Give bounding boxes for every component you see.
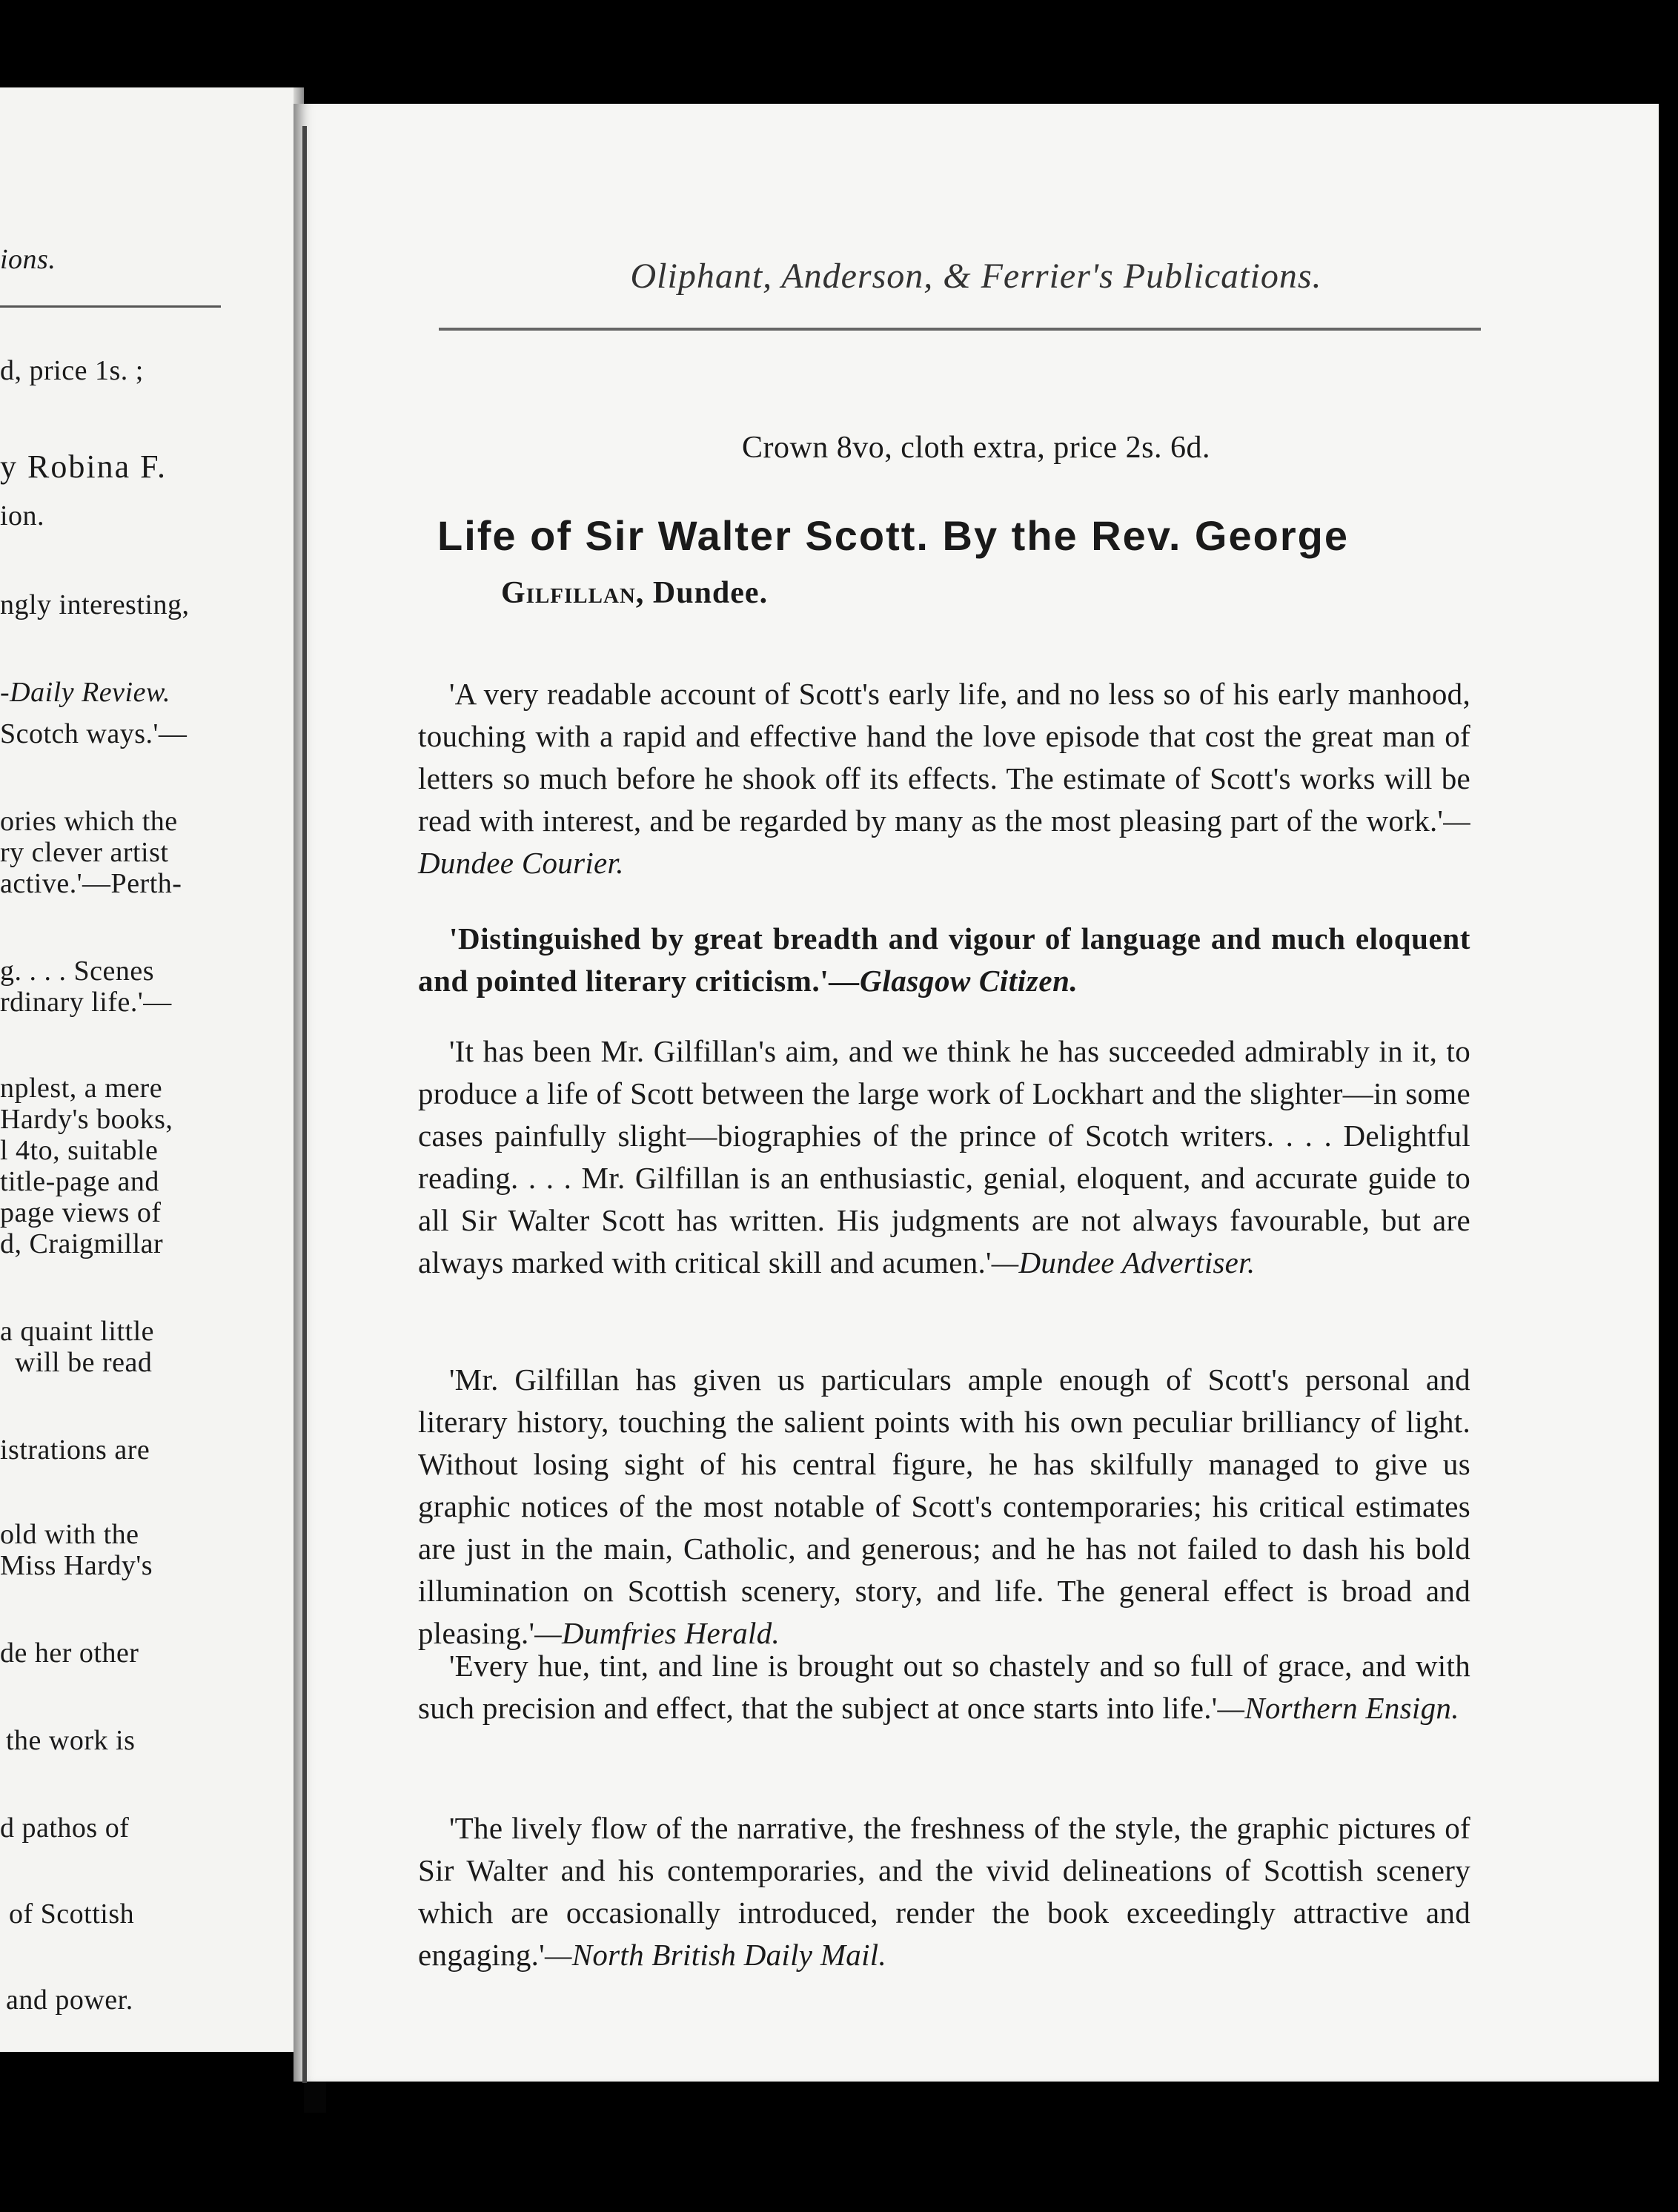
left-line: ories which the bbox=[0, 806, 178, 837]
left-line: d pathos of bbox=[0, 1812, 130, 1844]
review-quote bbox=[418, 1030, 1470, 1284]
left-line: active.'—Perth- bbox=[0, 868, 182, 899]
review-quote bbox=[418, 1645, 1470, 1729]
left-line: ry clever artist bbox=[0, 837, 169, 868]
review-source: —Northern Ensign. bbox=[1217, 1691, 1459, 1725]
review-text: 'The lively flow of the narrative, the freshness of the style, the graphic pictures of Sir Walter and his contemporaries, and the vivid delineations of Scottish scenery which are occasionally introduced, render the book exceedingly attractive and engaging.' bbox=[418, 1811, 1470, 1972]
review-text: 'Distinguished by great breadth and vigour of language and much eloquent and pointed literary criticism.' bbox=[418, 921, 1470, 998]
left-line: page views of bbox=[0, 1197, 162, 1228]
right-page bbox=[294, 104, 1659, 2082]
review-text: 'Mr. Gilfillan has given us particulars ample enough of Scott's personal and literary history, touching the salient points with his own peculiar brilliancy of light. Without losing sight of his central figure, he has skilfully managed to give us graphic notices of the most notable of Scott's contemporaries; his critical estimates are just in the main, Catholic, and generous; and he has not failed to dash his bold illumination on Scottish scenery, story, and life. The general effect is broad and pleasing.' bbox=[418, 1362, 1470, 1650]
left-line: -Daily Review. bbox=[0, 677, 170, 708]
left-line: nplest, a mere bbox=[0, 1073, 163, 1104]
review-text: 'It has been Mr. Gilfillan's aim, and we think he has succeeded admirably in it, to produce a life of Scott between the large work of Lockhart and the slighter—in some cases painfully slight—biographies of the prince of Scotch writers. . . . Delightful reading. . . . Mr. Gilfillan is an enthusiastic, genial, eloquent, and accurate guide to all Sir Walter Scott has written. His judgments are not always favourable, but are always marked with critical skill and acumen.' bbox=[418, 1034, 1470, 1279]
review-text: 'Every hue, tint, and line is brought out so chastely and so full of grace, and with such precision and effect, that the subject at once starts into life.' bbox=[418, 1649, 1470, 1725]
review-text: 'A very readable account of Scott's early life, and no less so of his early manhood, touching with a rapid and effective hand the love episode that cost the great man of letters so much before he shook off its effects. The estimate of Scott's works will be read with interest, and be regarded by many as the most pleasing part of the work.' bbox=[418, 677, 1470, 838]
right-page-edge bbox=[302, 126, 307, 2083]
left-line: title-page and bbox=[0, 1166, 159, 1197]
review-source: —North British Daily Mail. bbox=[544, 1938, 887, 1972]
review-quote bbox=[418, 918, 1470, 1002]
left-line: Miss Hardy's bbox=[0, 1550, 153, 1581]
review-source: —Dumfries Herald. bbox=[534, 1616, 780, 1650]
running-head: Oliphant, Anderson, & Ferrier's Publications. bbox=[630, 256, 1322, 296]
left-line: a quaint little bbox=[0, 1316, 155, 1347]
left-running-head-fragment: ions. bbox=[0, 244, 56, 275]
left-head-rule bbox=[0, 305, 221, 308]
left-line: and power. bbox=[6, 1984, 133, 2016]
head-rule bbox=[439, 328, 1481, 331]
author-name: Gilfillan bbox=[501, 576, 636, 610]
review-quote bbox=[418, 1807, 1470, 1976]
review-source: —Dundee Courier. bbox=[418, 804, 1470, 880]
left-line: Hardy's books, bbox=[0, 1104, 173, 1135]
author-line bbox=[501, 575, 768, 611]
left-line: ion. bbox=[0, 500, 45, 532]
left-line: d, Craigmillar bbox=[0, 1228, 164, 1259]
left-line: ngly interesting, bbox=[0, 589, 190, 620]
left-line: y Robina F. bbox=[0, 448, 168, 485]
review-source: —Dundee Advertiser. bbox=[991, 1245, 1256, 1279]
left-line: old with the bbox=[0, 1519, 139, 1550]
left-line: will be read bbox=[15, 1347, 153, 1378]
review-quote bbox=[418, 1359, 1470, 1655]
format-price-line: Crown 8vo, cloth extra, price 2s. 6d. bbox=[741, 431, 1211, 465]
left-line: g. . . . Scenes bbox=[0, 956, 155, 987]
left-line: Scotch ways.'— bbox=[0, 718, 188, 749]
review-source: —Glasgow Citizen. bbox=[829, 964, 1078, 998]
book-title: Life of Sir Walter Scott. By the Rev. George bbox=[437, 512, 1349, 559]
left-page bbox=[0, 87, 304, 2052]
left-line: of Scottish bbox=[9, 1898, 135, 1930]
author-place: , Dundee. bbox=[635, 576, 769, 610]
left-line: l 4to, suitable bbox=[0, 1135, 159, 1166]
left-line: istrations are bbox=[0, 1434, 150, 1466]
left-line: de her other bbox=[0, 1638, 139, 1669]
left-line: the work is bbox=[6, 1725, 136, 1756]
left-line: rdinary life.'— bbox=[0, 987, 172, 1018]
review-quote bbox=[418, 673, 1470, 884]
left-line: d, price 1s. ; bbox=[0, 355, 144, 386]
